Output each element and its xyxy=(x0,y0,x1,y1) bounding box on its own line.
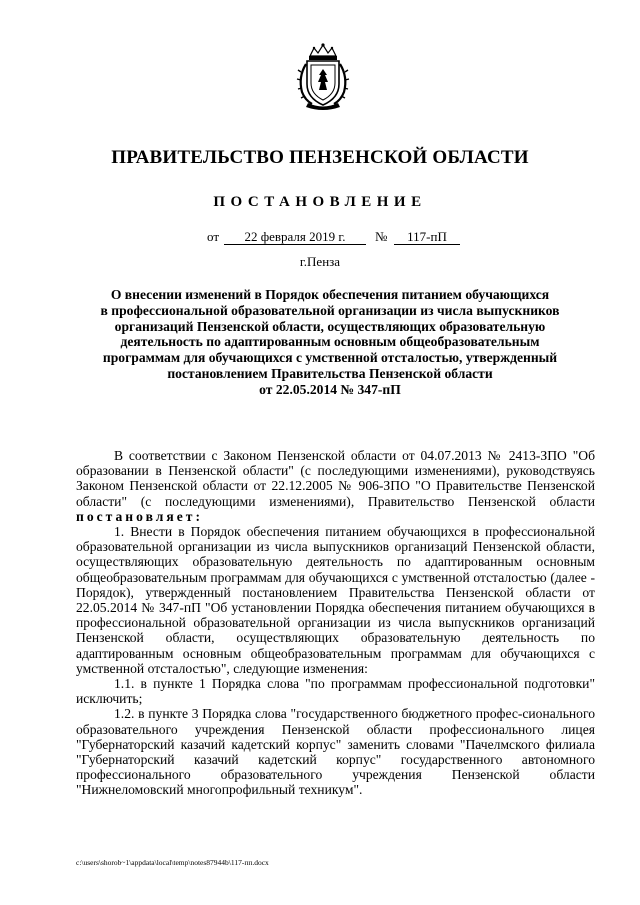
document-body xyxy=(76,448,595,798)
date-field: 22 февраля 2019 г. xyxy=(224,229,366,245)
item-1-1-paragraph: 1.1. в пункте 1 Порядка слова "по программам профессиональной подготовки" исключить; xyxy=(76,676,595,707)
title-line: О внесении изменений в Порядок обеспечения питанием обучающихся xyxy=(110,287,550,302)
document-title xyxy=(70,287,590,398)
title-line: от 22.05.2014 № 347-пП xyxy=(259,381,401,397)
number-prefix: № xyxy=(375,229,388,244)
preamble-text: В соответствии с Законом Пензенской области от 04.07.2013 № 2413-ЗПО "Об образовании в Пензенской области" (с последующими изменениями), руководствуясь Законом Пензенской области от 22.12.2005 № 906-ЗПО "О Правительстве Пензенской области" (с последующими изменениями), Правительство Пензенской области xyxy=(76,448,595,509)
coat-of-arms-emblem xyxy=(296,42,350,110)
title-line: организаций Пензенской области, осуществляющих образовательную xyxy=(114,318,546,334)
date-prefix: от xyxy=(207,229,220,244)
preamble-paragraph xyxy=(76,448,595,524)
file-path-footer: c:\users\shorob~1\appdata\local\temp\notes87944b\117-пп.docx xyxy=(76,858,269,867)
title-line: деятельность по адаптированным основным общеобразовательным xyxy=(120,334,540,350)
decree-word: постановляет: xyxy=(76,508,203,524)
document-type: ПОСТАНОВЛЕНИЕ xyxy=(213,194,427,210)
date-number-line xyxy=(0,229,640,247)
item-1-2-paragraph: 1.2. в пункте 3 Порядка слова "государственного бюджетного профес-сионального образовательного учреждения Пензенской области профессионального лицея "Губернаторский казачий кадетский корпус" заменить словами "Пачелмского филиала "Губернаторский казачий кадетский корпус" государственного автономного профессионального образовательного учреждения Пензенской области "Нижнеломовский многопрофильный техникум". xyxy=(76,706,595,798)
authority-name: ПРАВИТЕЛЬСТВО ПЕНЗЕНСКОЙ ОБЛАСТИ xyxy=(111,147,529,168)
title-line: в профессиональной образовательной организации из числа выпускников xyxy=(100,302,560,318)
title-line: программам для обучающихся с умственной отсталостью, утвержденный xyxy=(102,350,558,366)
item-1-paragraph: 1. Внести в Порядок обеспечения питанием обучающихся в профессиональной образовательной организации из числа выпускников организаций Пензенской области, осуществляющих образовательную деятельность по адаптированным основным общеобразовательным программам для обучающихся с умственной отсталостью (далее - Порядок), утвержденный постановлением Правительства Пензенской области от 22.05.2014 № 347-пП "Об установлении Порядка обеспечения питанием обучающихся в профессиональной образовательной организации из числа выпускников организаций Пензенской области, осуществляющих образовательную деятельность по адаптированным основным общеобразовательным программам для обучающихся с умственной отсталостью", следующие изменения: xyxy=(76,524,595,676)
title-line: постановлением Правительства Пензенской области xyxy=(167,365,493,381)
city-name: г.Пенза xyxy=(299,254,341,269)
number-field: 117-пП xyxy=(394,229,460,245)
